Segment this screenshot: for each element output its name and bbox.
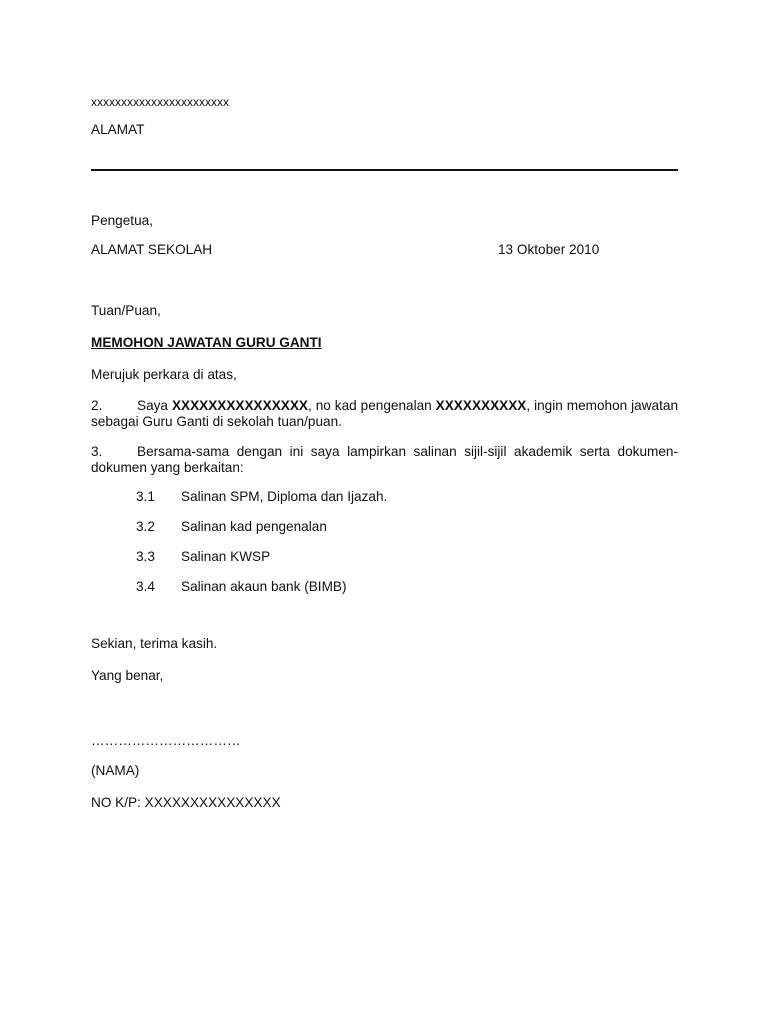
reference-line: Merujuk perkara di atas,: [91, 367, 237, 382]
sign-off: Yang benar,: [91, 668, 164, 683]
sender-name: xxxxxxxxxxxxxxxxxxxxxxx: [91, 95, 229, 109]
paragraph-2-text-2: , no kad pengenalan: [307, 398, 436, 413]
attachment-number: 3.3: [136, 549, 155, 564]
attachment-item: [136, 489, 387, 519]
applicant-name-placeholder: XXXXXXXXXXXXXXX: [171, 398, 308, 413]
recipient-address: ALAMAT SEKOLAH: [91, 242, 213, 257]
attachment-item: [136, 549, 387, 579]
paragraph-2-text-3: , ingin memohon jawatan sebagai Guru Ganti di sekolah tuan/puan.: [91, 398, 679, 429]
paragraph-2-text-1: Saya: [137, 398, 172, 413]
salutation: Tuan/Puan,: [91, 303, 161, 318]
attachment-text: Salinan kad pengenalan: [181, 519, 327, 534]
signature-line: ……………………………: [91, 733, 241, 748]
header-divider: [91, 169, 678, 171]
letter-date: 13 Oktober 2010: [498, 242, 600, 257]
ic-number-placeholder: XXXXXXXXXX: [435, 398, 527, 413]
attachment-text: Salinan SPM, Diploma dan Ijazah.: [181, 489, 388, 504]
signer-name: (NAMA): [91, 763, 140, 778]
recipient-title: Pengetua,: [91, 213, 153, 228]
paragraph-2-number: 2.: [91, 398, 103, 413]
paragraph-3-number: 3.: [91, 444, 103, 459]
attachment-number: 3.4: [136, 579, 155, 594]
letter-subject: MEMOHON JAWATAN GURU GANTI: [91, 335, 322, 350]
paragraph-3-text: Bersama-sama dengan ini saya lampirkan salinan sijil-sijil akademik serta dokumen-dokumen yang berkaitan:: [91, 444, 678, 475]
attachment-number: 3.2: [136, 519, 155, 534]
attachment-number: 3.1: [136, 489, 155, 504]
signer-id: NO K/P: XXXXXXXXXXXXXXX: [91, 795, 281, 810]
attachment-text: Salinan akaun bank (BIMB): [181, 579, 347, 594]
attachment-item: [136, 519, 387, 549]
attachment-item: [136, 579, 387, 609]
attachment-list: [136, 489, 387, 609]
sender-address: ALAMAT: [91, 122, 145, 137]
attachment-text: Salinan KWSP: [181, 549, 271, 564]
closing-line: Sekian, terima kasih.: [91, 636, 218, 651]
paragraph-2: [91, 398, 678, 430]
paragraph-3: [91, 444, 678, 476]
